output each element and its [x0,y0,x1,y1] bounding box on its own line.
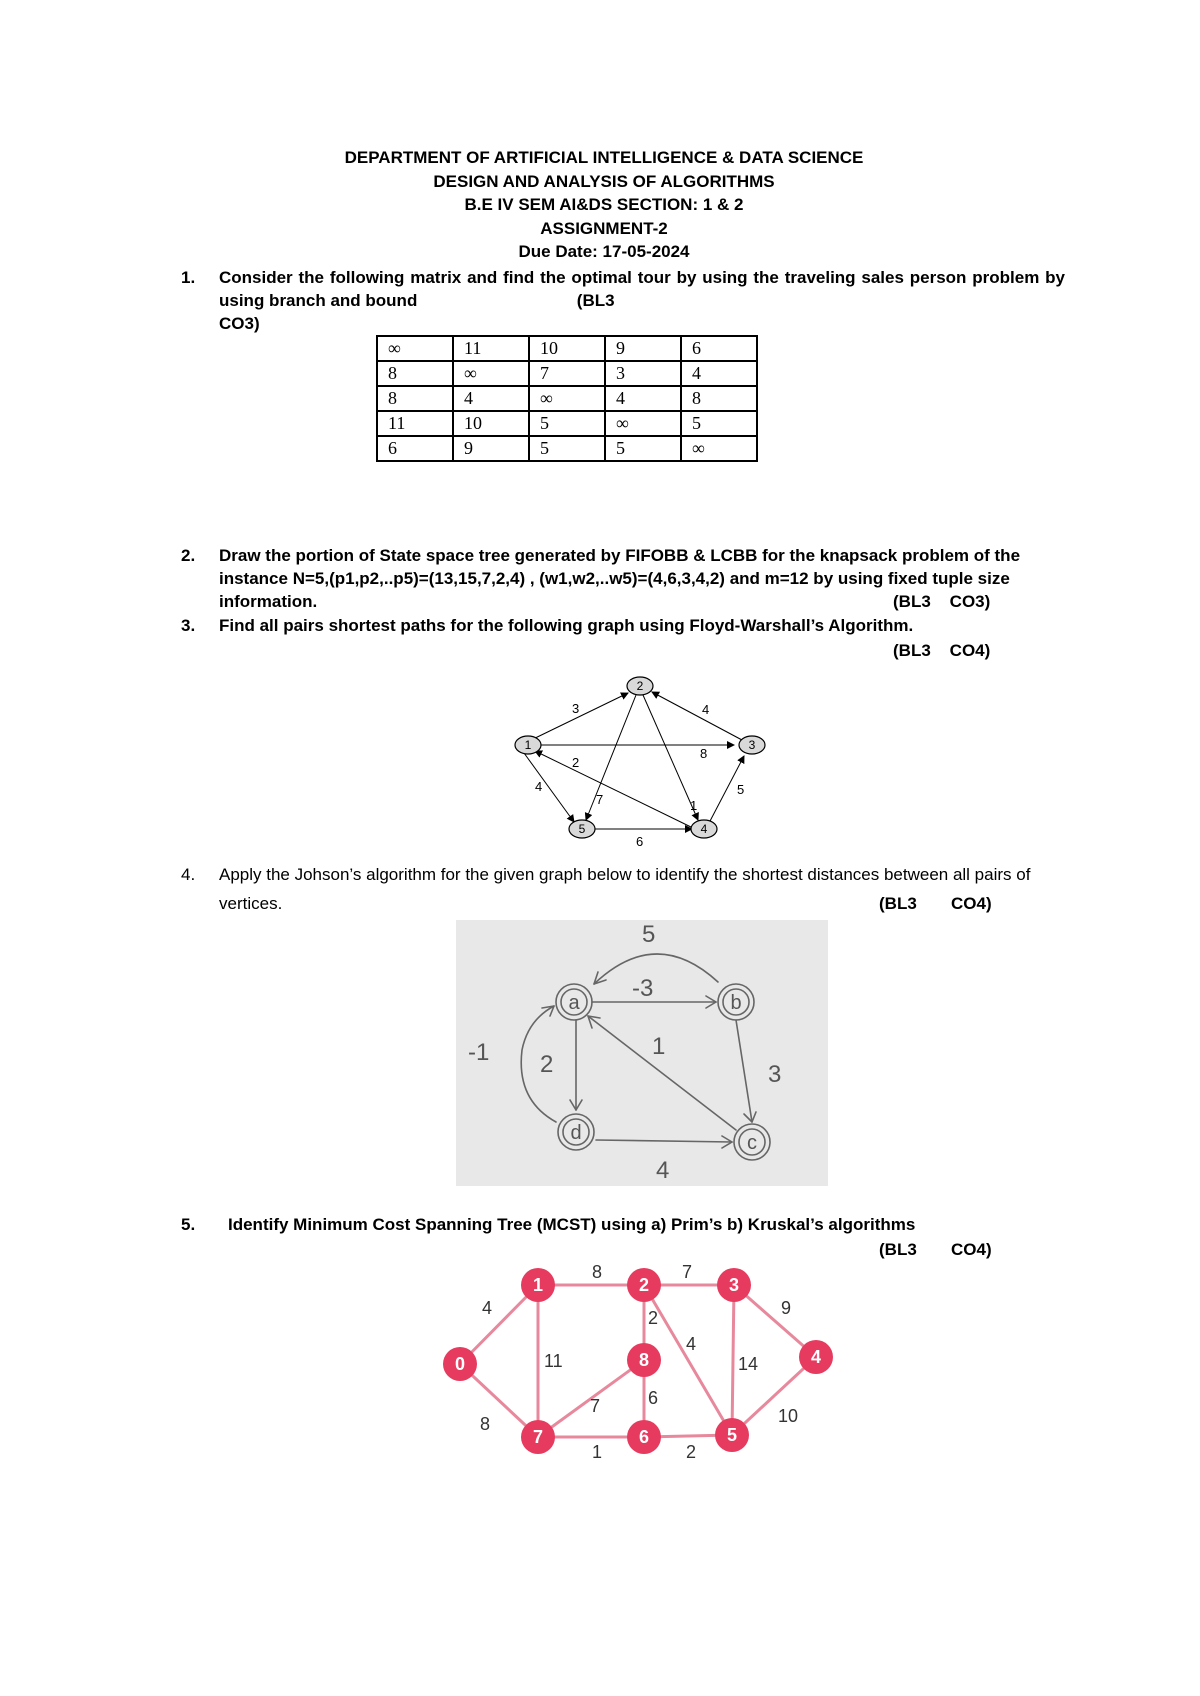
matrix-row [377,386,757,411]
mst-weight-0-1: 4 [482,1298,493,1318]
question-number: 3. [181,616,196,635]
matrix-cell: 5 [605,436,681,461]
mst-edge-3-5 [732,1285,734,1435]
mst-weight-1-2: 8 [592,1262,603,1282]
mst-weight-4-5: 10 [778,1406,799,1426]
matrix-row [377,336,757,361]
johnson-weight-a-d: 2 [540,1051,554,1078]
question-2-text: Draw the portion of State space tree generated by FIFOBB & LCBB for the knapsack problem of the instance N=5,(p1,p2,..p5)=(13,15,7,2,4) , (w1,w2,..w5)=(4,6,3,4,2) and m=12 by using fixed tuple size information. [219,546,1021,611]
question-5-text: Identify Minimum Cost Spanning Tree (MCST) using a) Prim’s b) Kruskal’s algorithms [228,1215,916,1234]
matrix-cell: 6 [681,336,757,361]
mst-graph [430,1262,850,1462]
matrix-cell: ∞ [453,361,529,386]
cost-matrix [376,335,758,462]
mst-weight-2-8: 2 [648,1308,659,1328]
course-outcome: CO3) [219,314,260,333]
matrix-cell: 8 [681,386,757,411]
matrix-cell: ∞ [529,386,605,411]
johnson-node-a: a [568,992,580,1014]
matrix-cell: 8 [377,361,453,386]
johnson-weight-b-c: 3 [768,1061,782,1088]
mst-node-4: 4 [810,1347,822,1367]
question-4-co: CO4) [951,894,992,913]
weight-3-2: 4 [702,702,710,717]
mst-weight-1-7: 11 [544,1351,563,1371]
matrix-row [377,411,757,436]
question-number: 1. [181,268,196,287]
floyd-warshall-graph [500,660,780,850]
matrix-row [377,436,757,461]
node-3: 3 [748,738,756,752]
weight-1-2: 3 [572,701,580,716]
question-number: 4. [181,865,196,884]
johnson-weight-b-a: 5 [642,921,656,948]
mst-weight-3-5: 14 [738,1354,759,1374]
matrix-cell: 9 [605,336,681,361]
matrix-cell: ∞ [605,411,681,436]
matrix-cell: 9 [453,436,529,461]
mst-node-7: 7 [532,1427,544,1447]
bloom-level: (BL3 [576,291,615,310]
node-2: 2 [636,679,644,693]
mst-node-1: 1 [532,1275,544,1295]
mst-node-6: 6 [638,1427,650,1447]
mst-weight-2-5: 4 [686,1334,697,1354]
semester-line: B.E IV SEM AI&DS SECTION: 1 & 2 [464,195,744,214]
mst-node-3: 3 [728,1275,740,1295]
node-5: 5 [578,822,586,836]
mst-node-2: 2 [638,1275,650,1295]
question-3-tag: (BL3 CO4) [893,641,991,660]
matrix-cell: 8 [377,386,453,411]
johnson-weight-d-c: 4 [656,1157,670,1184]
weight-2-5: 7 [596,792,604,807]
question-2-tag: (BL3 CO3) [893,592,991,611]
matrix-cell: 10 [453,411,529,436]
question-4-text: Apply the Johson’s algorithm for the given graph below to identify the shortest distances between all pairs of vertices. [219,865,1031,913]
matrix-cell: 5 [681,411,757,436]
weight-4-3: 5 [737,782,745,797]
question-4-bl: (BL3 [879,894,917,913]
mst-weight-2-3: 7 [682,1262,693,1282]
assignment-title: ASSIGNMENT-2 [540,218,668,238]
matrix-cell: ∞ [681,436,757,461]
document-header [0,146,1200,264]
course-line: DESIGN AND ANALYSIS OF ALGORITHMS [433,171,775,191]
weight-1-5: 4 [535,779,543,794]
mst-node-8: 8 [638,1350,650,1370]
edge-2-5 [586,695,636,820]
department-line: DEPARTMENT OF ARTIFICIAL INTELLIGENCE & DATA SCIENCE [344,148,864,167]
mst-weight-7-8: 7 [590,1396,601,1416]
weight-5-4: 6 [636,834,644,849]
matrix-cell: 11 [377,411,453,436]
edge-1-5 [524,753,574,822]
weight-4-1: 2 [572,755,580,770]
johnson-node-d: d [570,1122,582,1144]
due-date: Due Date: 17-05-2024 [518,242,690,261]
mst-weight-6-5: 2 [686,1442,697,1462]
matrix-row [377,361,757,386]
matrix-cell: 3 [605,361,681,386]
matrix-cell: 6 [377,436,453,461]
question-text [219,266,1065,312]
mst-weight-3-4: 9 [781,1298,792,1318]
node-4: 4 [700,822,708,836]
edge-4-1 [535,751,693,828]
question-number: 2. [181,546,196,565]
mst-node-5: 5 [726,1425,738,1445]
edge-3-2 [652,692,742,740]
johnson-node-b: b [730,992,742,1014]
mst-weight-8-6: 6 [648,1388,659,1408]
question-3-text: Find all pairs shortest paths for the following graph using Floyd-Warshall’s Algorithm. [219,616,914,635]
matrix-cell: 4 [605,386,681,411]
matrix-cell: 4 [453,386,529,411]
mst-weight-0-7: 8 [480,1414,491,1434]
matrix-cell: 10 [529,336,605,361]
johnson-weight-c-a: 1 [652,1033,666,1060]
matrix-cell: 7 [529,361,605,386]
matrix-cell: 5 [529,411,605,436]
johnson-weight-d-a: -1 [468,1039,490,1066]
question-number: 5. [181,1215,196,1234]
johnson-weight-a-b: -3 [632,975,654,1002]
question-5-co: CO4) [951,1240,992,1259]
matrix-cell: 11 [453,336,529,361]
weight-2-4: 1 [690,798,698,813]
weight-1-3: 8 [700,746,708,761]
johnson-node-c: c [747,1132,757,1154]
matrix-cell: 5 [529,436,605,461]
question-5-bl: (BL3 [879,1240,917,1259]
node-1: 1 [524,738,532,752]
mst-node-0: 0 [454,1354,466,1374]
johnson-graph [456,920,828,1186]
question-1-text: Consider the following matrix and find the optimal tour by using the traveling sales person problem by using branch and bound [219,268,1065,310]
mst-weight-7-6: 1 [592,1442,603,1462]
matrix-cell: ∞ [377,336,453,361]
matrix-cell: 4 [681,361,757,386]
